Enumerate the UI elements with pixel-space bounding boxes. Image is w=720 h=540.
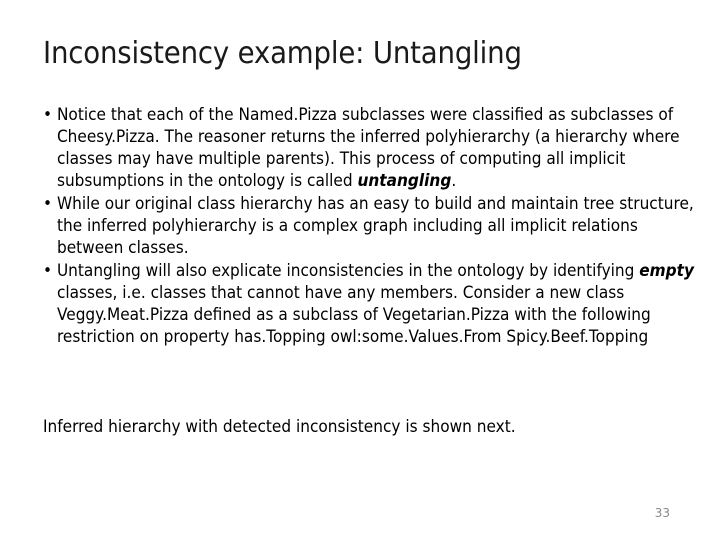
bullet-text: Notice that each of the Named.Pizza subclasses were classified as subclasses of Cheesy.Pizza. The reasoner returns the inferred polyhierarchy (a hierarchy where classes may have multiple parents). This process of computing all implicit subsumptions in the ontology is called [56,105,680,190]
bullet-text: While our original class hierarchy has an easy to build and maintain tree structure, the inferred polyhierarchy is a complex graph including all implicit relations between classes. [56,194,694,257]
closing-text: Inferred hierarchy with detected inconsistency is shown next. [43,417,516,436]
page-number: 33 [654,506,670,520]
bullet-text-end: . [451,171,457,190]
bullet-text: Untangling will also explicate inconsistencies in the ontology by identifying [56,261,640,280]
bullet-item-polyhierarchy [43,193,699,259]
bullet-item-inconsistencies [43,260,699,348]
emphasis-term: untangling [357,171,452,190]
bullet-item-untangling [43,104,699,192]
bullet-text-end: classes, i.e. classes that cannot have any members. Consider a new class Veggy.Meat.Pizza defined as a subclass of Vegetarian.Pizza with the following restriction on property has.Topping owl:some.Values.From Spicy.Beef.Topping [56,283,651,346]
bullet-list [43,104,694,349]
emphasis-term: empty [639,261,694,280]
slide-title: Inconsistency example: Untangling [43,36,522,71]
